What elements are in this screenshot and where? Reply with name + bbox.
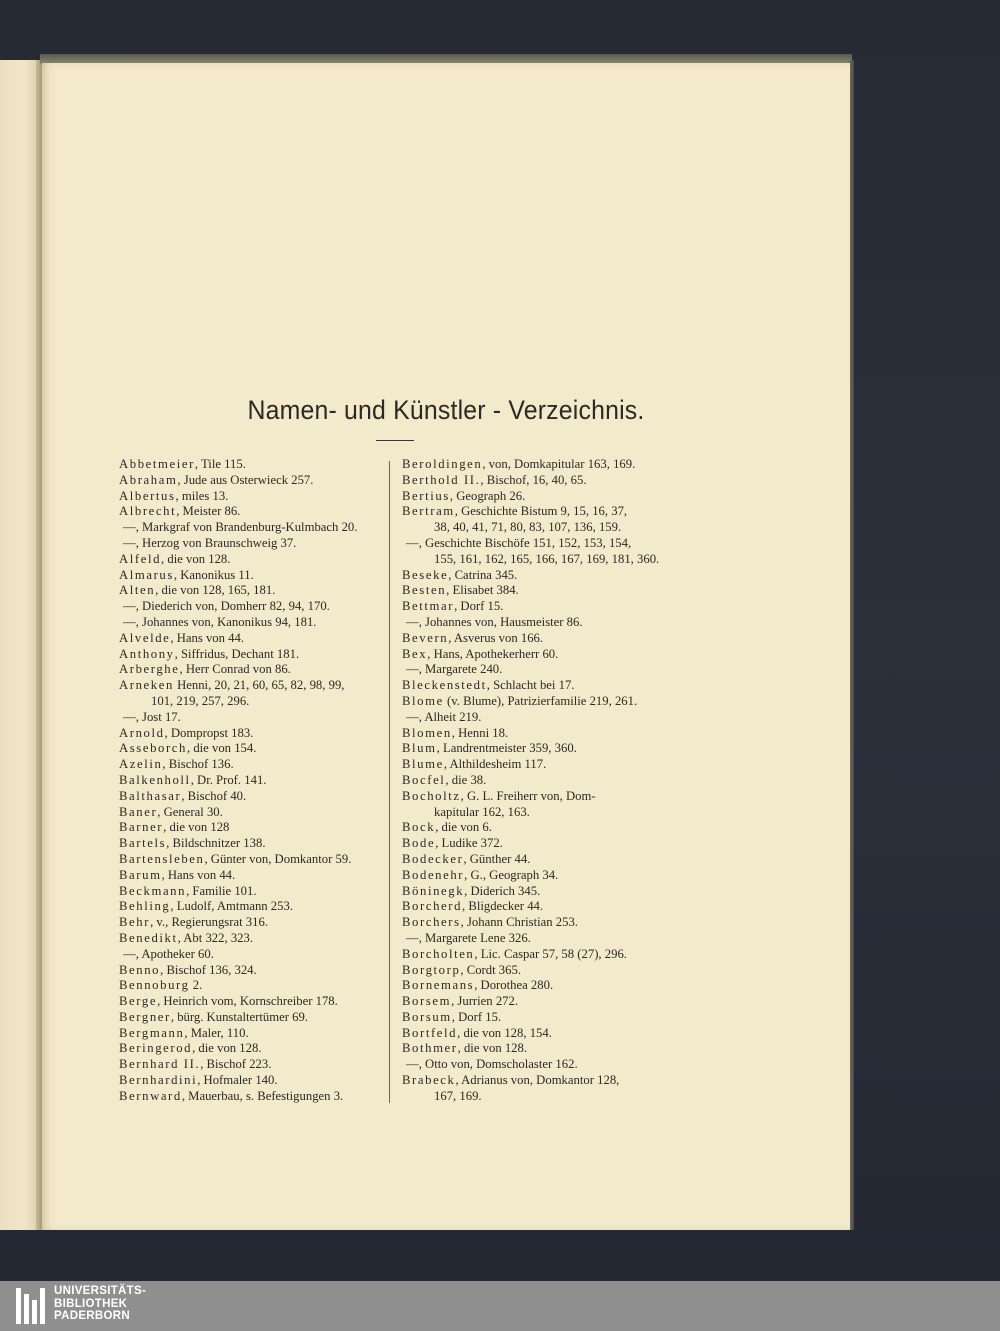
entry-name: Bernhardini — [119, 1073, 198, 1088]
entry-details: —, Markgraf von Brandenburg-Kulmbach 20. — [123, 520, 358, 535]
entry-name: Arnold — [119, 725, 165, 740]
entry-name: Bodenehr — [402, 867, 465, 882]
entry-name: Blum — [402, 741, 437, 756]
entry-name: Besten — [402, 583, 447, 598]
index-entry — [402, 836, 712, 852]
entry-details: , Günter von, Domkantor 59. — [204, 851, 352, 866]
entry-name: Almarus — [119, 567, 174, 582]
index-entry — [119, 520, 429, 536]
entry-name: Barum — [119, 867, 162, 882]
index-entry — [119, 868, 429, 884]
index-entry — [402, 1041, 712, 1057]
entry-details: , Bischof 136, 324. — [160, 962, 257, 977]
entry-details: , Asverus von 166. — [448, 630, 544, 645]
entry-name: Albertus — [119, 488, 176, 503]
index-entry — [402, 583, 712, 599]
facing-page-edge — [0, 60, 40, 1230]
entry-details: , Mauerbau, s. Befestigungen 3. — [181, 1088, 344, 1103]
index-entry — [402, 1073, 712, 1089]
entry-name: Borcholten — [402, 946, 475, 961]
entry-name: Bleckenstedt — [402, 678, 487, 693]
entry-details: , die von 6. — [435, 820, 492, 835]
index-entry — [119, 884, 429, 900]
entry-name: Barner — [119, 820, 164, 835]
entry-details: —, Johannes von, Kanonikus 94, 181. — [123, 614, 317, 629]
index-entry — [402, 631, 712, 647]
entry-details: , Heinrich vom, Kornschreiber 178. — [157, 994, 338, 1009]
entry-details: —, Jost 17. — [123, 709, 181, 724]
entry-details: , Ludike 372. — [435, 836, 503, 851]
entry-details: —, Margarete 240. — [406, 662, 503, 677]
entry-details: 167, 169. — [434, 1088, 482, 1103]
entry-details: , Hans, Apothekerherr 60. — [427, 646, 559, 661]
entry-details: —, Alheit 219. — [406, 709, 482, 724]
entry-name: Bettmar — [402, 599, 455, 614]
index-entry — [119, 947, 429, 963]
index-entry — [119, 820, 429, 836]
entry-details: , die von 154. — [186, 741, 257, 756]
index-entry — [119, 1073, 429, 1089]
index-entry — [402, 852, 712, 868]
entry-name: Böninegk — [402, 883, 465, 898]
entry-name: Bevern — [402, 630, 449, 645]
entry-name: Arberghe — [119, 662, 180, 677]
entry-name: Alten — [119, 583, 156, 598]
index-entry — [119, 631, 429, 647]
entry-details: 155, 161, 162, 165, 166, 167, 169, 181, 360. — [434, 551, 660, 566]
index-entry — [402, 978, 712, 994]
entry-name: Bertius — [402, 488, 450, 503]
entry-name: Bodecker — [402, 851, 464, 866]
entry-details: , G. L. Freiherr von, Dom- — [460, 788, 596, 803]
entry-details: , Dorf 15. — [454, 599, 504, 614]
logo-line: PADERBORN — [54, 1310, 130, 1322]
index-entry — [119, 615, 429, 631]
entry-name: Arneken — [119, 678, 174, 693]
index-entry — [402, 457, 712, 473]
entry-details: kapitular 162, 163. — [434, 804, 530, 819]
index-entry — [402, 1089, 712, 1105]
entry-details: , Hofmaler 140. — [197, 1073, 278, 1088]
page-title: Namen- und Künstler - Verzeichnis. — [247, 395, 645, 425]
entry-name: Borchers — [402, 915, 461, 930]
index-entry — [119, 805, 429, 821]
book-page — [42, 63, 850, 1230]
entry-details: , Siffridus, Dechant 181. — [174, 646, 300, 661]
entry-details: , Geograph 26. — [449, 488, 526, 503]
entry-details: , Herr Conrad von 86. — [179, 662, 291, 677]
entry-details: , Bischof, 16, 40, 65. — [480, 472, 587, 487]
index-entry — [402, 710, 712, 726]
entry-details: , bürg. Kunstaltertümer 69. — [170, 1009, 309, 1024]
entry-details: , Bischof 223. — [200, 1057, 272, 1072]
entry-name: Abraham — [119, 472, 178, 487]
entry-name: Bock — [402, 820, 436, 835]
entry-details: , Jurrien 272. — [451, 994, 519, 1009]
column-divider — [389, 461, 390, 1103]
entry-name: Benno — [119, 962, 161, 977]
index-entry — [402, 504, 712, 520]
index-entry — [119, 978, 429, 994]
index-entry — [119, 1041, 429, 1057]
entry-details: —, Apotheker 60. — [123, 946, 214, 961]
entry-details: , v., Regierungsrat 316. — [150, 915, 269, 930]
entry-name: Balkenholl — [119, 772, 191, 787]
entry-name: Berthold II. — [402, 472, 481, 487]
entry-details: , Althildesheim 117. — [443, 757, 547, 772]
entry-details: , die von 128. — [161, 551, 231, 566]
index-entry — [402, 899, 712, 915]
index-entry — [402, 820, 712, 836]
entry-name: Bornemans — [402, 978, 475, 993]
entry-name: Alvelde — [119, 630, 171, 645]
entry-details: , Cordt 365. — [460, 962, 522, 977]
entry-name: Benedikt — [119, 930, 178, 945]
logo-line: BIBLIOTHEK — [54, 1297, 128, 1310]
index-entry — [119, 583, 429, 599]
index-entry — [119, 1089, 429, 1105]
index-entry — [119, 757, 429, 773]
entry-name: Anthony — [119, 646, 175, 661]
index-column-right — [402, 457, 712, 1105]
entry-name: Bergmann — [119, 1025, 185, 1040]
index-entry — [119, 599, 429, 615]
index-entry — [402, 726, 712, 742]
index-entry — [119, 773, 429, 789]
entry-name: Brabeck — [402, 1073, 456, 1088]
entry-name: Bergner — [119, 1009, 171, 1024]
entry-details: , Tile 115. — [194, 457, 246, 471]
library-bars-icon — [16, 1288, 50, 1324]
entry-details: , Dorothea 280. — [474, 978, 554, 993]
entry-name: Bennoburg — [119, 978, 190, 993]
entry-name: Bernward — [119, 1088, 182, 1103]
index-entry — [402, 789, 712, 805]
entry-details: , G., Geograph 34. — [464, 867, 559, 882]
index-entry — [119, 963, 429, 979]
index-entry — [402, 536, 712, 552]
entry-name: Beroldingen — [402, 457, 483, 471]
index-entry — [119, 1057, 429, 1073]
entry-name: Alfeld — [119, 551, 162, 566]
entry-details: , Geschichte Bistum 9, 15, 16, 37, — [454, 504, 628, 519]
entry-details: , die von 128, 154. — [457, 1025, 552, 1040]
entry-name: Behling — [119, 899, 171, 914]
entry-name: Bernhard II. — [119, 1057, 201, 1072]
entry-details: , Bischof 136. — [162, 757, 234, 772]
entry-name: Bartels — [119, 836, 167, 851]
title-rule — [376, 440, 414, 441]
index-entry — [402, 868, 712, 884]
index-entry — [402, 568, 712, 584]
entry-details: , Diderich 345. — [464, 883, 541, 898]
index-entry — [402, 931, 712, 947]
entry-name: Blomen — [402, 725, 452, 740]
entry-name: Baner — [119, 804, 158, 819]
index-entry — [402, 757, 712, 773]
index-entry — [402, 520, 712, 536]
entry-name: Bex — [402, 646, 428, 661]
entry-details: , Dr. Prof. 141. — [190, 772, 267, 787]
entry-name: Bortfeld — [402, 1025, 458, 1040]
entry-details: , miles 13. — [175, 488, 229, 503]
entry-name: Blome — [402, 693, 444, 708]
entry-details: , Schlacht bei 17. — [486, 678, 575, 693]
entry-name: Azelin — [119, 757, 163, 772]
index-entry — [402, 884, 712, 900]
index-entry — [402, 773, 712, 789]
entry-name: Bocfel — [402, 772, 446, 787]
index-entry — [119, 552, 429, 568]
entry-details: , die von 128 — [163, 820, 230, 835]
entry-name: Bartensleben — [119, 851, 205, 866]
entry-details: , Familie 101. — [186, 883, 257, 898]
index-entry — [119, 662, 429, 678]
index-entry — [402, 647, 712, 663]
entry-details: , von, Domkapitular 163, 169. — [482, 457, 636, 471]
entry-details: , Dompropst 183. — [164, 725, 254, 740]
library-logo-text — [54, 1285, 146, 1323]
entry-details: , Meister 86. — [176, 504, 241, 519]
index-entry — [119, 931, 429, 947]
entry-details: —, Diederich von, Domherr 82, 94, 170. — [123, 599, 330, 614]
entry-name: Albrecht — [119, 504, 177, 519]
entry-name: Abbetmeier — [119, 457, 195, 471]
entry-details: , Maler, 110. — [184, 1025, 249, 1040]
entry-name: Bocholtz — [402, 788, 461, 803]
index-entry — [119, 741, 429, 757]
entry-name: Beseke — [402, 567, 449, 582]
entry-name: Behr — [119, 915, 151, 930]
entry-details: , Johann Christian 253. — [460, 915, 578, 930]
entry-details: (v. Blume), Patrizierfamilie 219, 261. — [443, 693, 638, 708]
index-entry — [119, 1010, 429, 1026]
entry-details: , Dorf 15. — [451, 1009, 502, 1024]
index-entry — [402, 805, 712, 821]
index-entry — [119, 489, 429, 505]
index-column-left — [119, 457, 429, 1105]
library-footer-bar — [0, 1281, 1000, 1331]
entry-details: , Bildschnitzer 138. — [166, 836, 266, 851]
index-entry — [119, 473, 429, 489]
index-entry — [402, 1057, 712, 1073]
entry-details: , Henni 18. — [451, 725, 509, 740]
entry-details: , Elisabet 384. — [446, 583, 519, 598]
index-entry — [119, 789, 429, 805]
entry-name: Borsem — [402, 994, 452, 1009]
index-entry — [119, 536, 429, 552]
entry-name: Bertram — [402, 504, 455, 519]
index-entry — [119, 568, 429, 584]
entry-details: , Günther 44. — [463, 851, 531, 866]
index-entry — [119, 1026, 429, 1042]
logo-line: UNIVERSITÄTS- — [54, 1285, 147, 1297]
entry-name: Bothmer — [402, 1041, 458, 1056]
entry-details: , Jude aus Osterwieck 257. — [177, 472, 314, 487]
index-entry — [119, 899, 429, 915]
entry-details: , Abt 322, 323. — [177, 930, 254, 945]
index-entry — [402, 741, 712, 757]
index-entry — [119, 457, 429, 473]
entry-details: 2. — [189, 978, 203, 993]
index-entry — [402, 615, 712, 631]
entry-details: , Catrina 345. — [448, 567, 518, 582]
index-entry — [402, 489, 712, 505]
entry-details: —, Geschichte Bischöfe 151, 152, 153, 154, — [406, 535, 632, 550]
index-entry — [119, 915, 429, 931]
index-entry — [402, 694, 712, 710]
index-entry — [402, 963, 712, 979]
index-entry — [402, 662, 712, 678]
index-entry — [402, 915, 712, 931]
entry-name: Beckmann — [119, 883, 187, 898]
entry-details: , die von 128. — [457, 1041, 528, 1056]
index-entry — [119, 647, 429, 663]
entry-details: , die von 128. — [192, 1041, 262, 1056]
index-entry — [119, 836, 429, 852]
index-entry — [402, 947, 712, 963]
entry-name: Berge — [119, 994, 158, 1009]
entry-details: , Ludolf, Amtmann 253. — [170, 899, 294, 914]
entry-details: , Adrianus von, Domkantor 128, — [455, 1073, 620, 1088]
entry-details: , Bischof 40. — [181, 788, 247, 803]
entry-details: —, Otto von, Domscholaster 162. — [406, 1057, 578, 1072]
index-entry — [119, 994, 429, 1010]
entry-details: , Hans von 44. — [170, 630, 245, 645]
entry-name: Borgtorp — [402, 962, 461, 977]
index-entry — [402, 1010, 712, 1026]
index-entry — [402, 994, 712, 1010]
entry-details: Henni, 20, 21, 60, 65, 82, 98, 99, — [173, 678, 345, 693]
entry-details: , Hans von 44. — [161, 867, 236, 882]
entry-details: —, Johannes von, Hausmeister 86. — [406, 614, 583, 629]
entry-details: —, Herzog von Braunschweig 37. — [123, 535, 297, 550]
entry-name: Borcherd — [402, 899, 463, 914]
index-entry — [119, 678, 429, 694]
index-entry — [402, 678, 712, 694]
index-entry — [119, 726, 429, 742]
entry-name: Beringerod — [119, 1041, 193, 1056]
entry-details: 38, 40, 41, 71, 80, 83, 107, 136, 159. — [434, 520, 622, 535]
index-entry — [119, 694, 429, 710]
entry-details: , Landrentmeister 359, 360. — [436, 741, 577, 756]
entry-name: Bode — [402, 836, 436, 851]
entry-name: Balthasar — [119, 788, 182, 803]
index-entry — [402, 473, 712, 489]
entry-details: , die 38. — [445, 772, 487, 787]
entry-details: , die von 128, 165, 181. — [155, 583, 276, 598]
index-entry — [119, 852, 429, 868]
entry-name: Blume — [402, 757, 444, 772]
index-entry — [119, 710, 429, 726]
index-entry — [402, 599, 712, 615]
entry-name: Asseborch — [119, 741, 187, 756]
entry-details: , Bligdecker 44. — [462, 899, 544, 914]
entry-details: 101, 219, 257, 296. — [151, 693, 250, 708]
entry-details: , General 30. — [157, 804, 223, 819]
entry-details: , Kanonikus 11. — [173, 567, 254, 582]
entry-details: —, Margarete Lene 326. — [406, 930, 531, 945]
index-entry — [402, 1026, 712, 1042]
index-entry — [119, 504, 429, 520]
entry-name: Borsum — [402, 1009, 452, 1024]
entry-details: , Lic. Caspar 57, 58 (27), 296. — [474, 946, 627, 961]
index-entry — [402, 552, 712, 568]
